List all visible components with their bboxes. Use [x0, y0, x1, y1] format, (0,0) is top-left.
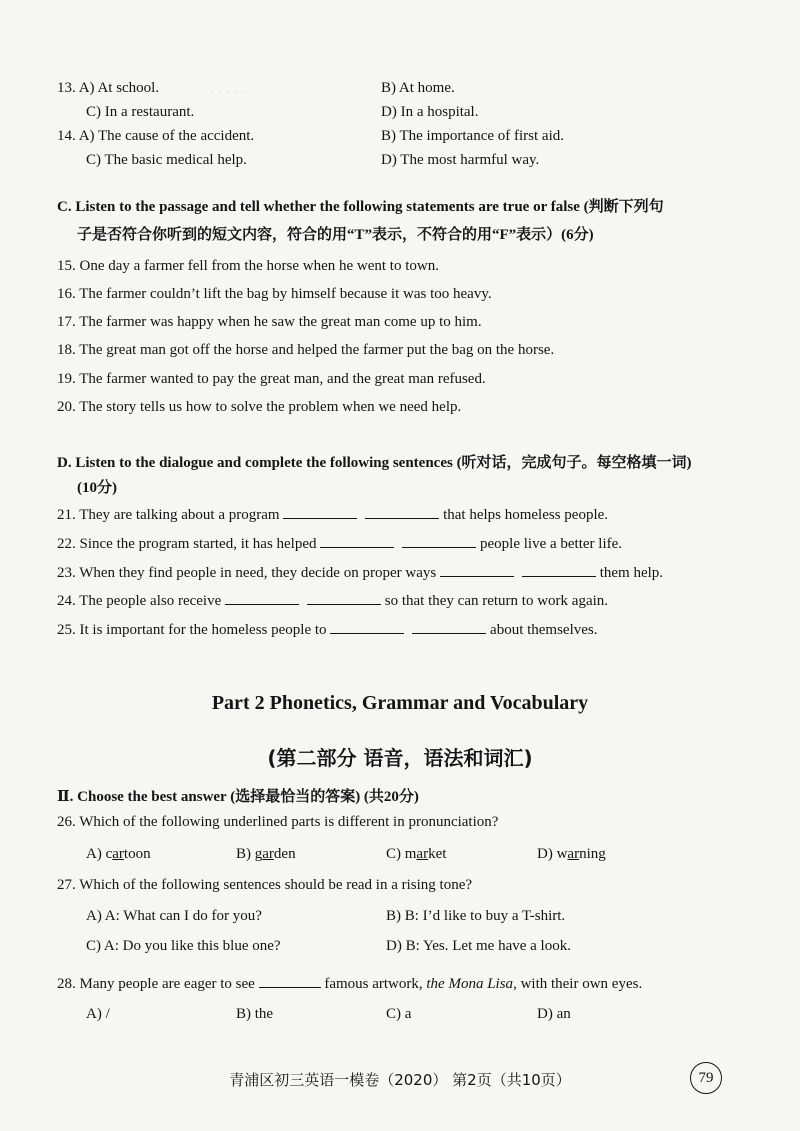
sentence-25: 25. It is important for the homeless people to about themselves. — [57, 619, 598, 640]
answer-blank[interactable] — [522, 562, 596, 577]
q13-option-d: D) In a hospital. — [381, 104, 479, 120]
answer-blank[interactable] — [365, 504, 439, 519]
q26-stem: 26. Which of the following underlined parts is different in pronunciation? — [57, 814, 499, 830]
q27-option-a: A) A: What can I do for you? — [86, 908, 262, 924]
q27-option-d: D) B: Yes. Let me have a look. — [386, 938, 571, 954]
q27-option-b: B) B: I’d like to buy a T-shirt. — [386, 908, 566, 924]
answer-blank[interactable] — [440, 562, 514, 577]
q28-stem: 28. Many people are eager to see famous artwork, the Mona Lisa, with their own eyes. — [57, 973, 642, 994]
page-number-badge: 79 — [690, 1062, 722, 1094]
q14-option-b: B) The importance of first aid. — [381, 128, 565, 144]
statement-17: 17. The farmer was happy when he saw the great man come up to him. — [57, 314, 482, 330]
answer-blank[interactable] — [283, 504, 357, 519]
answer-blank[interactable] — [330, 619, 404, 634]
sentence-21: 21. They are talking about a program that helps homeless people. — [57, 504, 608, 525]
statement-19: 19. The farmer wanted to pay the great man, and the great man refused. — [57, 371, 486, 387]
q14-option-d: D) The most harmful way. — [381, 152, 540, 168]
section-c-title-line1: C. Listen to the passage and tell whether the following statements are true or false (判断下列句 — [57, 199, 664, 215]
q27-option-c: C) A: Do you like this blue one? — [86, 938, 281, 954]
q26-option-d: D) warning — [537, 846, 606, 862]
part2-subtitle: (第二部分 语音，语法和词汇) — [267, 746, 533, 770]
q13-option-c: C) In a restaurant. — [86, 104, 195, 120]
q26-option-a: A) cartoon — [86, 846, 151, 862]
sentence-24: 24. The people also receive so that they can return to work again. — [57, 590, 608, 611]
answer-blank[interactable] — [225, 590, 299, 605]
q26-option-b: B) garden — [236, 846, 296, 862]
q28-option-d: D) an — [537, 1006, 571, 1022]
statement-16: 16. The farmer couldn’t lift the bag by himself because it was too heavy. — [57, 286, 492, 302]
statement-20: 20. The story tells us how to solve the problem when we need help. — [57, 399, 462, 415]
statement-15: 15. One day a farmer fell from the horse when he went to town. — [57, 258, 439, 274]
q26-option-c: C) market — [386, 846, 447, 862]
answer-blank[interactable] — [412, 619, 486, 634]
q14-option-c: C) The basic medical help. — [86, 152, 247, 168]
q28-option-c: C) a — [386, 1006, 412, 1022]
sentence-23: 23. When they find people in need, they decide on proper ways them help. — [57, 562, 663, 583]
q14-option-a: 14. A) The cause of the accident. — [57, 128, 255, 144]
bleed-through-text: · · · · · — [210, 84, 245, 99]
q27-stem: 27. Which of the following sentences should be read in a rising tone? — [57, 877, 473, 893]
answer-blank[interactable] — [259, 973, 321, 988]
answer-blank[interactable] — [402, 533, 476, 548]
sentence-22: 22. Since the program started, it has helped people live a better life. — [57, 533, 622, 554]
section-ii-title: Ⅱ. Choose the best answer (选择最恰当的答案) (共20分) — [57, 789, 419, 805]
page-footer: 青浦区初三英语一模卷（2020） 第2页（共10页） — [229, 1071, 571, 1089]
q28-option-b: B) the — [236, 1006, 274, 1022]
answer-blank[interactable] — [307, 590, 381, 605]
section-d-title-line1: D. Listen to the dialogue and complete the following sentences (听对话，完成句子。每空格填一词) — [57, 455, 692, 471]
section-c-title-line2: 子是否符合你听到的短文内容，符合的用“T”表示，不符合的用“F”表示）(6分) — [77, 227, 594, 243]
section-d-title-line2: (10分) — [77, 480, 117, 496]
q13-option-b: B) At home. — [381, 80, 455, 96]
statement-18: 18. The great man got off the horse and helped the farmer put the bag on the horse. — [57, 342, 555, 358]
answer-blank[interactable] — [320, 533, 394, 548]
q28-option-a: A) / — [86, 1006, 110, 1022]
q13-option-a: 13. A) At school. — [57, 80, 160, 96]
part2-title: Part 2 Phonetics, Grammar and Vocabulary — [211, 692, 589, 714]
